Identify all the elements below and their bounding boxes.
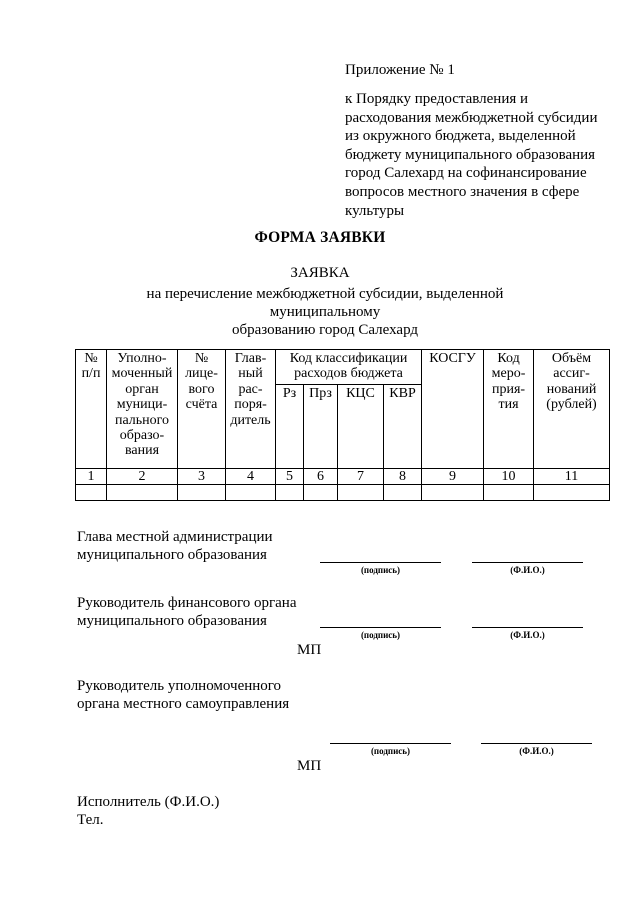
head-name-caption: (Ф.И.О.)	[510, 565, 545, 575]
column-number: 11	[534, 469, 610, 485]
column-number: 7	[338, 469, 384, 485]
head-name-line[interactable]	[472, 562, 583, 563]
request-title: ЗАЯВКА	[290, 265, 350, 281]
empty-cell	[304, 485, 338, 501]
authorized-stamp-place: МП	[297, 758, 322, 774]
finance-signature-line[interactable]	[320, 627, 441, 628]
authorized-signature-caption: (подпись)	[370, 746, 411, 756]
empty-cell	[534, 485, 610, 501]
executor-label: Исполнитель (Ф.И.О.)	[77, 794, 220, 810]
finance-signature-caption: (подпись)	[360, 630, 401, 640]
header-row-top	[76, 350, 610, 385]
empty-cell	[422, 485, 484, 501]
authorized-head-label: Руководитель уполномоченного органа местного самоуправления	[77, 678, 290, 712]
header-num: № п/п	[76, 350, 107, 469]
column-number-row	[76, 469, 610, 485]
finance-name-caption: (Ф.И.О.)	[510, 630, 545, 640]
finance-name-line[interactable]	[472, 627, 583, 628]
column-number: 10	[484, 469, 534, 485]
form-title: ФОРМА ЗАЯВКИ	[254, 229, 386, 246]
empty-cell	[107, 485, 178, 501]
header-chief-manager: Глав- ный рас- поря- дитель	[226, 350, 276, 469]
authorized-name-caption: (Ф.И.О.)	[519, 746, 554, 756]
column-number: 2	[107, 469, 178, 485]
empty-cell	[384, 485, 422, 501]
executor-phone-label: Тел.	[77, 812, 104, 828]
header-rz: Рз	[276, 385, 304, 469]
header-kosgu: КОСГУ	[422, 350, 484, 469]
appendix-reference: к Порядку предоставления и расходования межбюджетной субсидии из окружного бюджета, выделенной бюджету муниципального образования город Салехард на софинансирование вопросов местного значения в сфере культуры	[345, 91, 598, 219]
empty-cell	[338, 485, 384, 501]
authorized-name-line[interactable]	[481, 743, 592, 744]
header-event-code: Код меро- прия- тия	[484, 350, 534, 469]
request-subtitle: на перечисление межбюджетной субсидии, выделенной муниципальному образованию город Салехард	[146, 286, 504, 338]
empty-data-row	[76, 485, 610, 501]
column-number: 6	[304, 469, 338, 485]
finance-stamp-place: МП	[297, 642, 322, 658]
header-kcs: КЦС	[338, 385, 384, 469]
head-signature-caption: (подпись)	[360, 565, 401, 575]
appendix-title: Приложение № 1	[345, 62, 455, 78]
header-account: № лице- вого счёта	[178, 350, 226, 469]
head-of-administration-label: Глава местной администрации муниципального образования	[77, 529, 273, 563]
header-prz: Прз	[304, 385, 338, 469]
column-number: 5	[276, 469, 304, 485]
empty-cell	[226, 485, 276, 501]
authorized-signature-line[interactable]	[330, 743, 451, 744]
empty-cell	[178, 485, 226, 501]
empty-cell	[276, 485, 304, 501]
column-number: 1	[76, 469, 107, 485]
column-number: 3	[178, 469, 226, 485]
finance-head-label: Руководитель финансового органа муниципального образования	[77, 595, 297, 629]
header-volume: Объём ассиг- нований (рублей)	[534, 350, 610, 469]
empty-cell	[484, 485, 534, 501]
request-table	[75, 349, 610, 501]
column-number: 4	[226, 469, 276, 485]
header-kvr: КВР	[384, 385, 422, 469]
column-number: 8	[384, 469, 422, 485]
header-budget-code-group: Код классификации расходов бюджета	[276, 350, 422, 385]
empty-cell	[76, 485, 107, 501]
head-signature-line[interactable]	[320, 562, 441, 563]
column-number: 9	[422, 469, 484, 485]
header-authorized-body: Уполно- моченный орган муници- пального образо- вания	[107, 350, 178, 469]
